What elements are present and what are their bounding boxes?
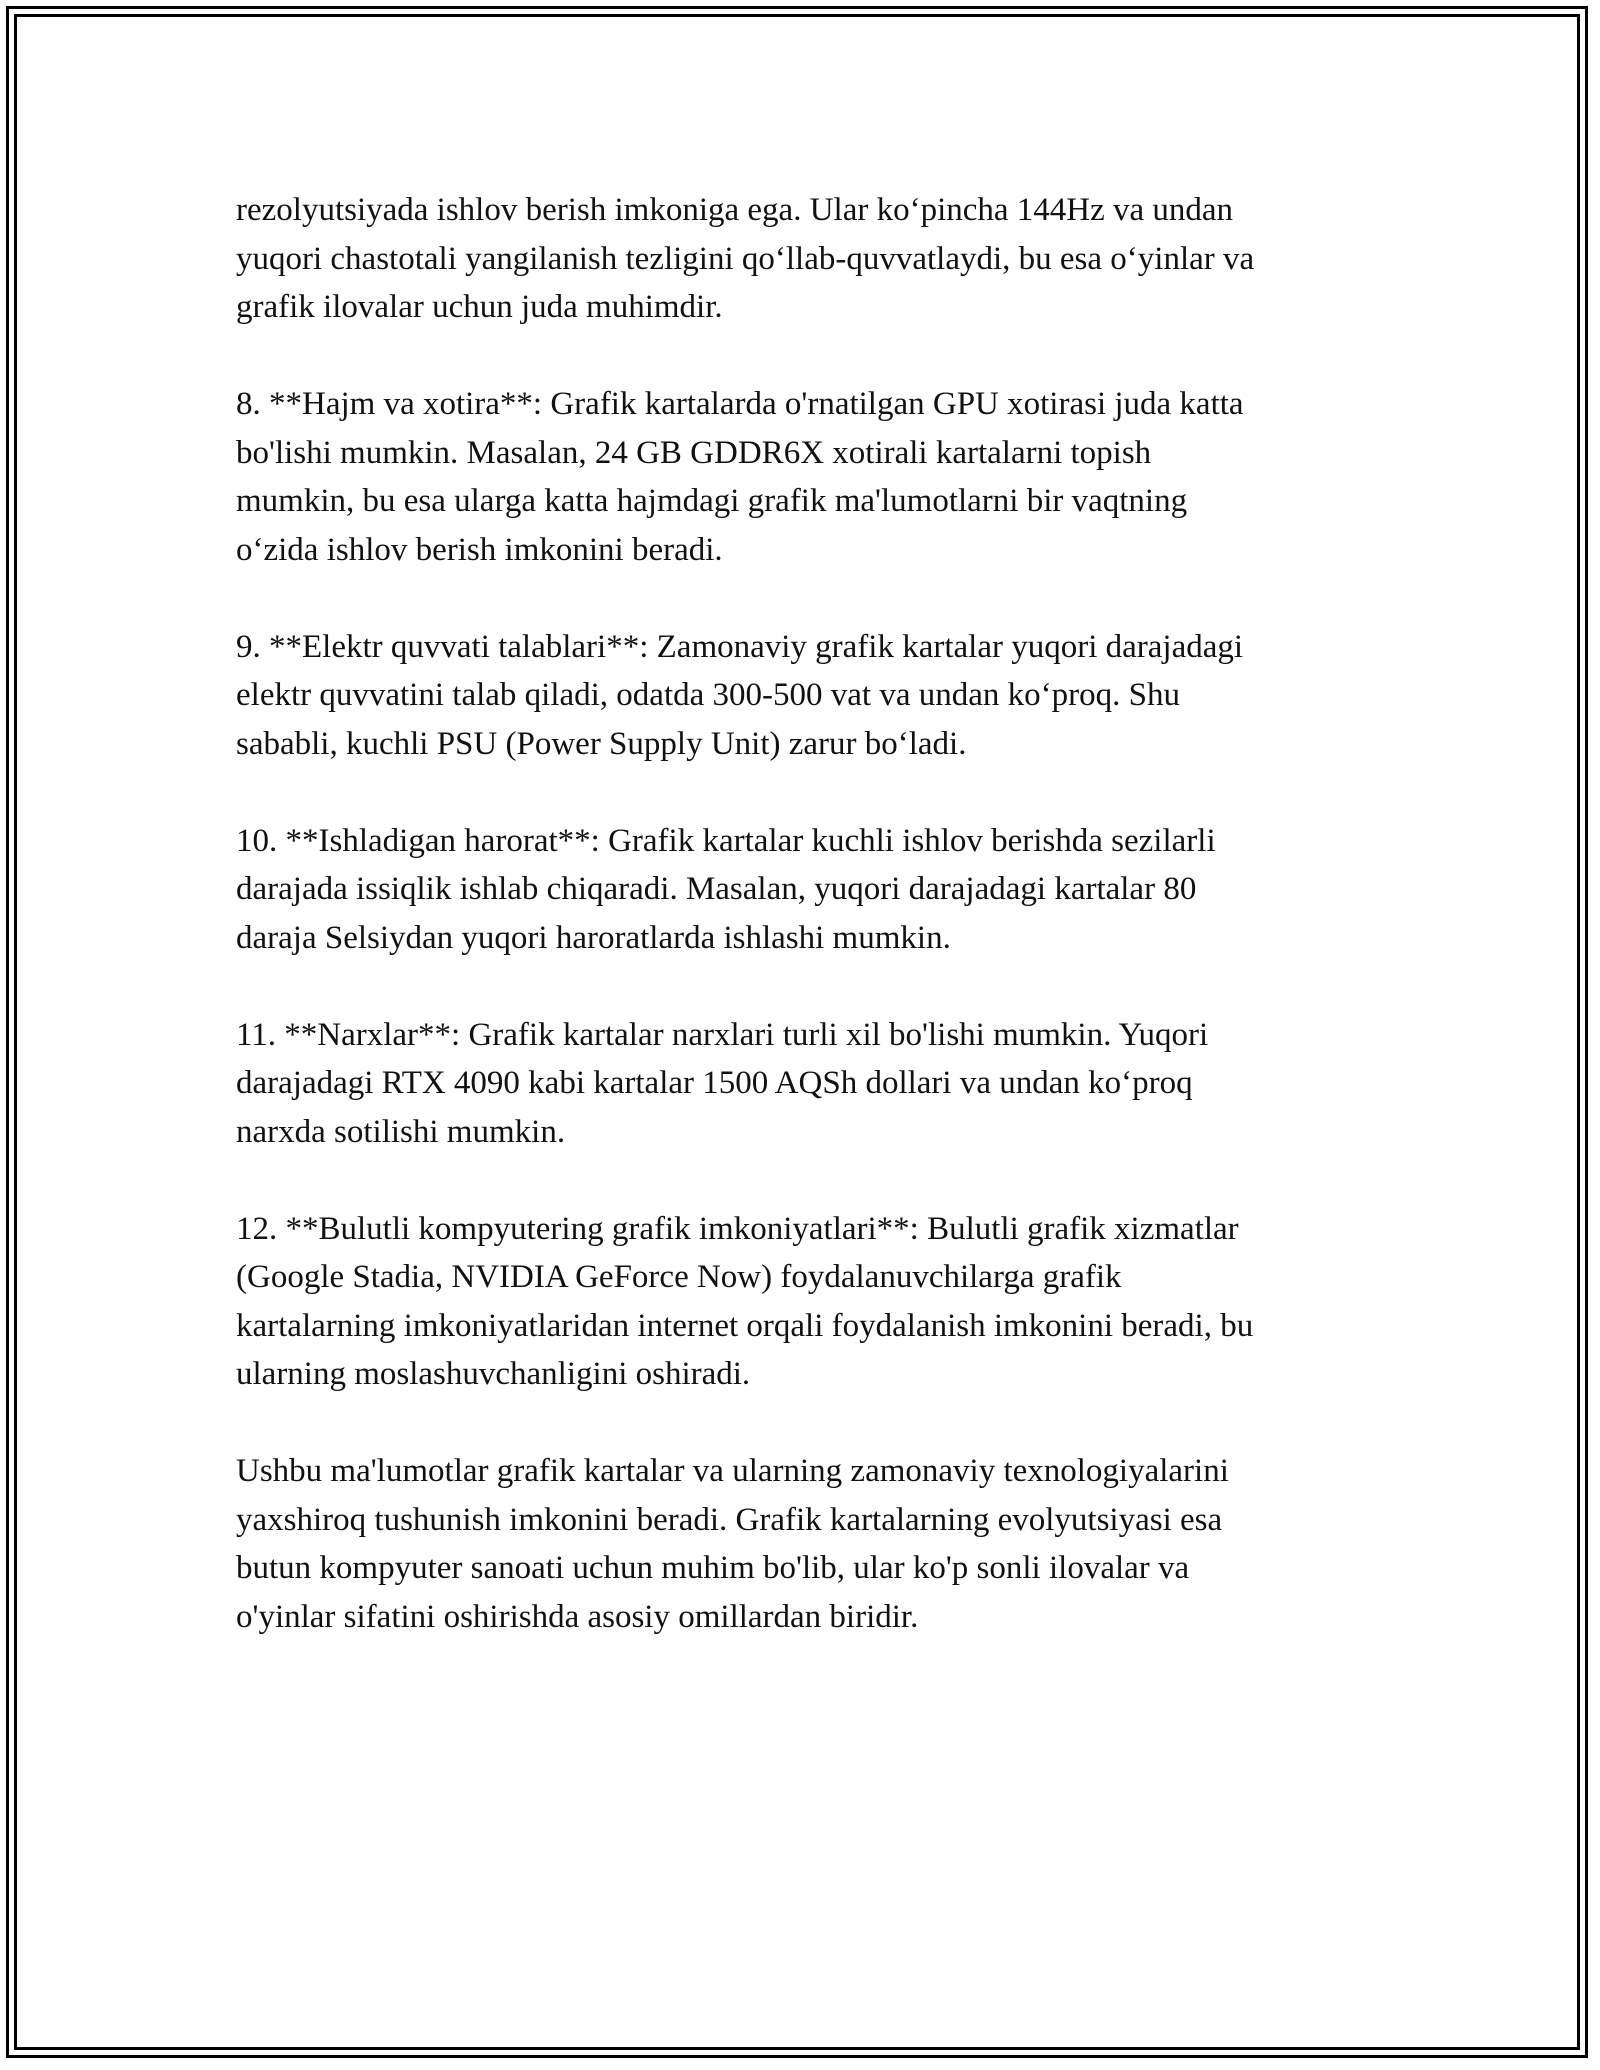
text-line: rezolyutsiyada ishlov berish imkoniga ega. Ular ko‘pincha 144Hz va undan (236, 192, 1234, 228)
text-line: 11. **Narxlar**: Grafik kartalar narxlari turli xil bo'lishi mumkin. Yuqori (236, 1016, 1209, 1053)
text-line: Ushbu ma'lumotlar grafik kartalar va ularning zamonaviy texnologiyalarini (236, 1453, 1229, 1489)
text-line: darajadagi RTX 4090 kabi kartalar 1500 AQSh dollari va undan ko‘proq (236, 1065, 1193, 1101)
paragraph-cloud (236, 1205, 1376, 1399)
text-line: 8. **Hajm va xotira**: Grafik kartalarda o'rnatilgan GPU xotirasi juda katta (236, 386, 1244, 422)
paragraph-power (236, 623, 1376, 769)
paragraph-temperature (236, 817, 1376, 963)
paragraph-memory (236, 380, 1376, 574)
text-line: yuqori chastotali yangilanish tezligini qo‘llab-quvvatlaydi, bu esa o‘yinlar va (236, 240, 1255, 277)
text-line: mumkin, bu esa ularga katta hajmdagi grafik ma'lumotlarni bir vaqtning (236, 483, 1188, 519)
paragraph-prices (236, 1011, 1376, 1157)
text-line: 12. **Bulutli kompyutering grafik imkoniyatlari**: Bulutli grafik xizmatlar (236, 1210, 1239, 1247)
document-body (236, 186, 1376, 1690)
text-line: kartalarning imkoniyatlaridan internet orqali foydalanish imkonini beradi, bu (236, 1307, 1254, 1344)
text-line: daraja Selsiydan yuqori haroratlarda ishlashi mumkin. (236, 919, 951, 956)
text-line: elektr quvvatini talab qiladi, odatda 300-500 vat va undan ko‘proq. Shu (236, 677, 1180, 713)
text-line: 10. **Ishladigan harorat**: Grafik kartalar kuchli ishlov berishda sezilarli (236, 822, 1216, 859)
text-line: butun kompyuter sanoati uchun muhim bo'lib, ular ko'p sonli ilovalar va (236, 1550, 1190, 1586)
paragraph-conclusion (236, 1447, 1376, 1641)
text-line: grafik ilovalar uchun juda muhimdir. (236, 289, 723, 325)
text-line: yaxshiroq tushunish imkonini beradi. Grafik kartalarning evolyutsiyasi esa (236, 1501, 1223, 1538)
text-line: ularning moslashuvchanligini oshiradi. (236, 1356, 751, 1392)
text-line: o‘zida ishlov berish imkonini beradi. (236, 531, 723, 568)
text-line: o'yinlar sifatini oshirishda asosiy omillardan biridir. (236, 1598, 919, 1635)
text-line: narxda sotilishi mumkin. (236, 1113, 566, 1150)
text-line: (Google Stadia, NVIDIA GeForce Now) foydalanuvchilarga grafik (236, 1259, 1122, 1295)
paragraph-refresh-rate (236, 186, 1376, 332)
text-line: 9. **Elektr quvvati talablari**: Zamonaviy grafik kartalar yuqori darajadagi (236, 628, 1244, 665)
text-line: sababli, kuchli PSU (Power Supply Unit) zarur bo‘ladi. (236, 725, 967, 762)
text-line: bo'lishi mumkin. Masalan, 24 GB GDDR6X xotirali kartalarni topish (236, 434, 1152, 471)
text-line: darajada issiqlik ishlab chiqaradi. Masalan, yuqori darajadagi kartalar 80 (236, 871, 1197, 907)
